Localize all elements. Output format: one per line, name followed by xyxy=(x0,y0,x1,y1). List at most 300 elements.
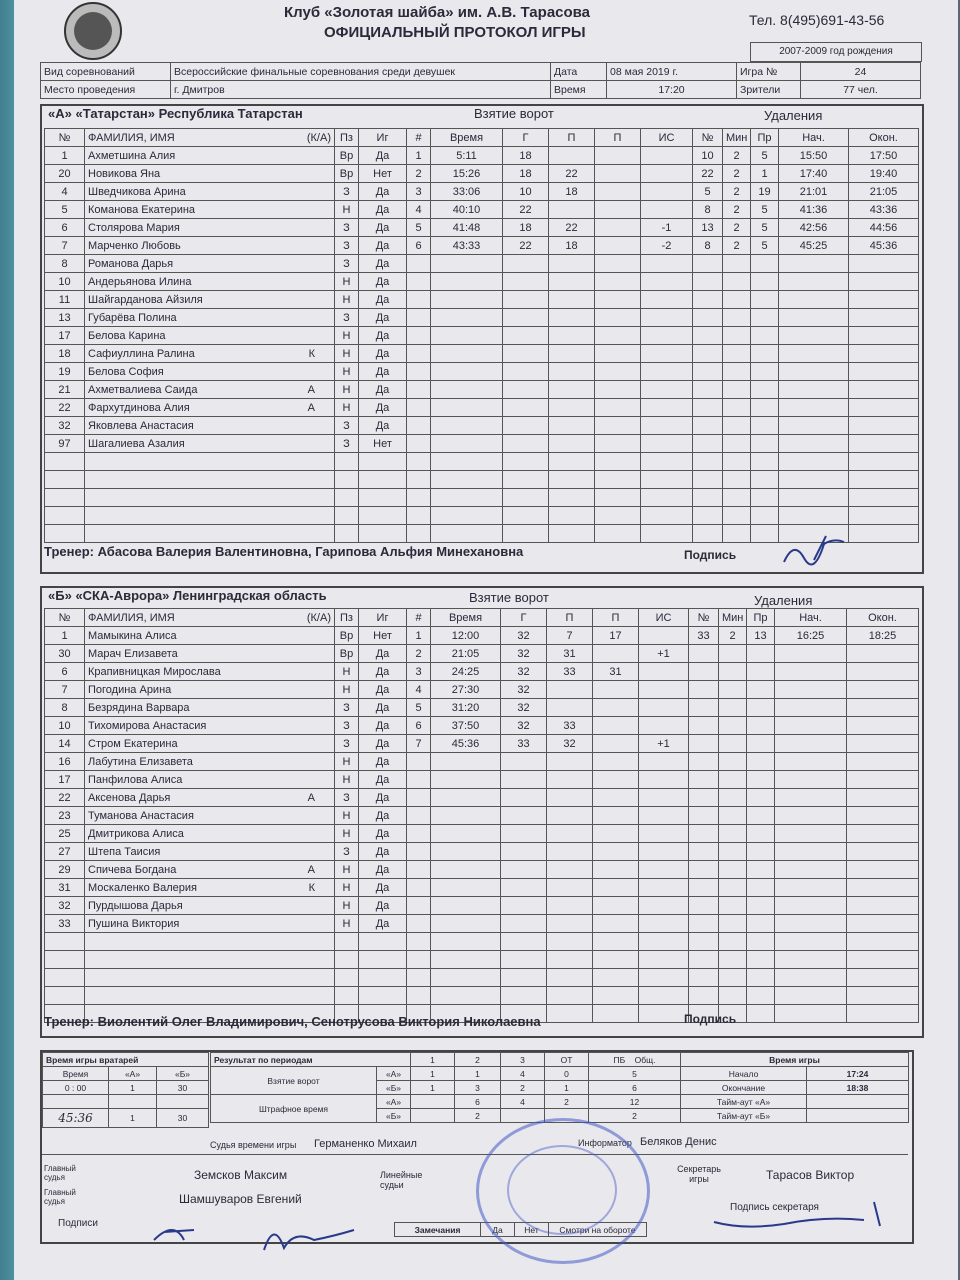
penalty-minutes xyxy=(723,363,751,381)
goal-strength xyxy=(641,399,693,417)
pen-a-ot: 2 xyxy=(545,1095,589,1109)
player-position: Н xyxy=(335,879,359,897)
goal-number xyxy=(407,843,431,861)
gk-title: Время игры вратарей xyxy=(43,1053,209,1067)
goal-assist2 xyxy=(593,789,639,807)
goal-row xyxy=(407,933,689,951)
penalty-minutes xyxy=(723,327,751,345)
col-pen-end: Окон. xyxy=(849,129,919,147)
goal-row xyxy=(407,255,693,273)
roster-row xyxy=(45,969,407,987)
goal-assist xyxy=(549,435,595,453)
penalty-reason xyxy=(747,699,775,717)
time-value: 17:20 xyxy=(607,81,737,99)
goal-time xyxy=(431,933,501,951)
player-name: Марач Елизавета xyxy=(85,645,335,663)
penalty-reason xyxy=(751,363,779,381)
goal-assist xyxy=(549,201,595,219)
roster-row xyxy=(45,717,407,735)
player-name: Новикова Яна xyxy=(85,165,335,183)
competition-label: Вид соревнований xyxy=(41,63,171,81)
player-position xyxy=(335,951,359,969)
roster-row xyxy=(45,327,407,345)
penalty-reason xyxy=(747,663,775,681)
penalty-end xyxy=(849,327,919,345)
goals-b-p1: 1 xyxy=(411,1081,455,1095)
player-number: 14 xyxy=(45,735,85,753)
roster-row xyxy=(45,435,407,453)
penalty-player xyxy=(693,255,723,273)
penalty-minutes: 2 xyxy=(719,627,747,645)
penalty-start xyxy=(775,789,847,807)
goal-time: 43:33 xyxy=(431,237,503,255)
goal-number xyxy=(407,381,431,399)
penalty-minutes: 2 xyxy=(723,219,751,237)
goal-number: 1 xyxy=(407,147,431,165)
goal-assist: 18 xyxy=(549,237,595,255)
penalty-row xyxy=(689,735,919,753)
gk-row-a: 1 xyxy=(109,1109,157,1128)
player-name: Губарёва Полина xyxy=(85,309,335,327)
roster-row xyxy=(45,399,407,417)
goal-scorer: 22 xyxy=(503,201,549,219)
goal-number xyxy=(407,453,431,471)
player-number xyxy=(45,489,85,507)
player-played xyxy=(359,525,407,543)
goal-row xyxy=(407,327,693,345)
remarks-no: Нет xyxy=(515,1223,549,1237)
player-position xyxy=(335,933,359,951)
goal-row xyxy=(407,627,689,645)
goal-assist xyxy=(547,879,593,897)
goal-assist2 xyxy=(595,345,641,363)
penalty-reason xyxy=(751,399,779,417)
timeout-b-label: Тайм-аут «Б» xyxy=(681,1109,807,1123)
player-played: Да xyxy=(359,789,407,807)
results-title: Результат по периодам xyxy=(211,1053,411,1067)
goal-assist2 xyxy=(593,753,639,771)
goal-assist: 33 xyxy=(547,663,593,681)
penalty-player: 33 xyxy=(689,627,719,645)
penalty-minutes xyxy=(719,807,747,825)
goal-assist xyxy=(547,1005,593,1023)
goal-number: 4 xyxy=(407,681,431,699)
team-a-sign-label: Подпись xyxy=(684,548,737,562)
penalty-end xyxy=(847,843,919,861)
player-position: Вр xyxy=(335,627,359,645)
captain-marker: А xyxy=(307,791,315,804)
penalty-reason xyxy=(747,861,775,879)
penalty-start xyxy=(779,327,849,345)
goal-assist2 xyxy=(595,417,641,435)
player-played: Да xyxy=(359,861,407,879)
goal-strength xyxy=(641,273,693,291)
remarks-label: Замечания xyxy=(395,1223,481,1237)
goal-strength xyxy=(639,879,689,897)
penalty-minutes xyxy=(719,861,747,879)
goal-time: 33:06 xyxy=(431,183,503,201)
penalty-start xyxy=(775,699,847,717)
col-played: Иг xyxy=(359,609,407,627)
penalty-start xyxy=(775,861,847,879)
player-position: Вр xyxy=(335,645,359,663)
penalty-start xyxy=(779,489,849,507)
penalty-start: 16:25 xyxy=(775,627,847,645)
goal-assist xyxy=(547,807,593,825)
player-number: 18 xyxy=(45,345,85,363)
goal-number xyxy=(407,753,431,771)
player-position: Н xyxy=(335,345,359,363)
col-goal-is: ИС xyxy=(639,609,689,627)
goal-scorer xyxy=(503,345,549,363)
goal-time xyxy=(431,381,503,399)
timeout-a-label: Тайм-аут «А» xyxy=(681,1095,807,1109)
player-position: Н xyxy=(335,663,359,681)
player-position: Н xyxy=(335,897,359,915)
penalty-player xyxy=(689,897,719,915)
player-position: Н xyxy=(335,327,359,345)
player-number xyxy=(45,969,85,987)
goal-scorer xyxy=(501,861,547,879)
team-b-roster xyxy=(44,608,407,1023)
penalty-start xyxy=(775,933,847,951)
penalty-end xyxy=(849,471,919,489)
col-goal-assist: П xyxy=(547,609,593,627)
penalty-start xyxy=(775,915,847,933)
player-number xyxy=(45,951,85,969)
penalty-end xyxy=(847,681,919,699)
goal-strength xyxy=(641,363,693,381)
penalty-row xyxy=(689,699,919,717)
player-played: Да xyxy=(359,681,407,699)
player-played: Да xyxy=(359,735,407,753)
penalty-row xyxy=(693,489,919,507)
col-goal-time: Время xyxy=(431,129,503,147)
penalty-end xyxy=(849,255,919,273)
goal-time: 5:11 xyxy=(431,147,503,165)
roster-row xyxy=(45,147,407,165)
penalty-end xyxy=(847,933,919,951)
goal-number xyxy=(407,969,431,987)
penalty-reason xyxy=(747,825,775,843)
player-played: Да xyxy=(359,663,407,681)
penalty-reason xyxy=(751,309,779,327)
main-ref-label-2: Главный судья xyxy=(44,1188,76,1206)
goal-number xyxy=(407,255,431,273)
goalkeeper-time-table xyxy=(42,1052,209,1128)
player-position: Н xyxy=(335,807,359,825)
team-a-label: «А» xyxy=(377,1095,411,1109)
goal-strength xyxy=(639,789,689,807)
player-played: Да xyxy=(359,645,407,663)
penalty-end xyxy=(849,453,919,471)
goal-strength xyxy=(641,345,693,363)
goal-row xyxy=(407,843,689,861)
penalty-player xyxy=(689,825,719,843)
goal-number xyxy=(407,489,431,507)
player-name: Туманова Анастасия xyxy=(85,807,335,825)
goal-scorer xyxy=(503,399,549,417)
penalty-reason xyxy=(751,489,779,507)
penalty-start xyxy=(775,681,847,699)
col-goal-no: # xyxy=(407,129,431,147)
goal-number: 4 xyxy=(407,201,431,219)
penalty-player xyxy=(693,507,723,525)
team-a-label: «А» xyxy=(377,1067,411,1081)
player-position: З xyxy=(335,255,359,273)
goal-row xyxy=(407,825,689,843)
goal-strength xyxy=(639,951,689,969)
gk-row-time: 45:36 xyxy=(43,1109,109,1128)
penalty-minutes xyxy=(723,417,751,435)
penalty-minutes xyxy=(719,735,747,753)
col-goal-scorer: Г xyxy=(503,129,549,147)
goal-strength xyxy=(641,525,693,543)
player-name: Столярова Мария xyxy=(85,219,335,237)
penalty-minutes xyxy=(723,435,751,453)
penalty-player xyxy=(689,771,719,789)
roster-row xyxy=(45,825,407,843)
penalty-row xyxy=(689,717,919,735)
penalty-player xyxy=(689,735,719,753)
goal-row xyxy=(407,381,693,399)
penalty-minutes xyxy=(719,771,747,789)
goal-time xyxy=(431,915,501,933)
penalty-end xyxy=(847,969,919,987)
penalty-reason: 5 xyxy=(751,237,779,255)
penalty-row xyxy=(689,753,919,771)
goal-row xyxy=(407,663,689,681)
goal-assist2 xyxy=(593,969,639,987)
penalty-reason xyxy=(747,879,775,897)
penalty-player xyxy=(693,489,723,507)
goal-time: 40:10 xyxy=(431,201,503,219)
penalty-minutes xyxy=(719,663,747,681)
penalty-player: 10 xyxy=(693,147,723,165)
player-played: Да xyxy=(359,699,407,717)
penalty-row xyxy=(689,771,919,789)
goal-assist2 xyxy=(595,489,641,507)
penalty-row xyxy=(693,507,919,525)
col-pen-min: Мин xyxy=(719,609,747,627)
goal-assist2 xyxy=(593,879,639,897)
roster-row xyxy=(45,699,407,717)
penalty-player xyxy=(693,453,723,471)
goal-row xyxy=(407,969,689,987)
player-name xyxy=(85,861,335,879)
penalty-reason xyxy=(747,717,775,735)
penalty-start xyxy=(779,417,849,435)
penalty-player: 13 xyxy=(693,219,723,237)
player-name: Стром Екатерина xyxy=(85,735,335,753)
penalty-row xyxy=(693,399,919,417)
player-played: Да xyxy=(359,219,407,237)
team-b-name: «СКА-Аврора» xyxy=(75,588,170,603)
goal-strength: -2 xyxy=(641,237,693,255)
team-a-coach xyxy=(44,544,523,559)
player-name xyxy=(85,399,335,417)
penalty-row xyxy=(693,363,919,381)
team-b-prefix: «Б» xyxy=(48,588,72,603)
penalty-row xyxy=(693,219,919,237)
goal-time xyxy=(431,951,501,969)
goal-strength xyxy=(641,453,693,471)
goal-assist2 xyxy=(595,201,641,219)
goal-strength xyxy=(641,471,693,489)
penalty-start xyxy=(775,663,847,681)
player-name: Шайгарданова Айзиля xyxy=(85,291,335,309)
player-number: 23 xyxy=(45,807,85,825)
goal-scorer xyxy=(503,255,549,273)
penalty-start xyxy=(775,1005,847,1023)
goal-row xyxy=(407,147,693,165)
player-number xyxy=(45,507,85,525)
penalty-reason xyxy=(747,897,775,915)
coach-label: Тренер: xyxy=(44,1014,94,1029)
roster-row xyxy=(45,951,407,969)
player-position: Н xyxy=(335,381,359,399)
penalty-end xyxy=(847,753,919,771)
player-played: Да xyxy=(359,897,407,915)
goal-row xyxy=(407,435,693,453)
penalty-row xyxy=(693,381,919,399)
penalty-player xyxy=(689,969,719,987)
col-pen-start: Нач. xyxy=(775,609,847,627)
penalty-start xyxy=(779,345,849,363)
birth-years: 2007-2009 xyxy=(779,46,828,57)
goal-time xyxy=(431,969,501,987)
goal-number xyxy=(407,327,431,345)
col-goal-assist2: П xyxy=(593,609,639,627)
goal-strength xyxy=(639,699,689,717)
player-played: Да xyxy=(359,417,407,435)
roster-row xyxy=(45,417,407,435)
goal-strength xyxy=(641,309,693,327)
goal-row xyxy=(407,345,693,363)
roster-row xyxy=(45,735,407,753)
goal-time xyxy=(431,753,501,771)
player-name: Тихомирова Анастасия xyxy=(85,717,335,735)
col-pen-start: Нач. xyxy=(779,129,849,147)
goal-strength xyxy=(639,771,689,789)
player-number: 16 xyxy=(45,753,85,771)
protocol-sheet xyxy=(14,0,958,1280)
goal-scorer: 32 xyxy=(501,717,547,735)
penalty-row xyxy=(693,165,919,183)
penalty-row xyxy=(689,681,919,699)
player-played: Нет xyxy=(359,435,407,453)
player-number xyxy=(45,933,85,951)
penalty-player xyxy=(693,291,723,309)
penalty-time-label: Штрафное время xyxy=(211,1095,377,1123)
goal-assist xyxy=(547,861,593,879)
penalty-start xyxy=(779,291,849,309)
player-name xyxy=(85,933,335,951)
goal-assist2 xyxy=(593,717,639,735)
goal-time: 12:00 xyxy=(431,627,501,645)
col-goal-scorer: Г xyxy=(501,609,547,627)
penalty-row xyxy=(689,807,919,825)
gk-col-a: «А» xyxy=(109,1067,157,1081)
goal-number xyxy=(407,435,431,453)
goal-time xyxy=(431,309,503,327)
goal-assist2 xyxy=(593,735,639,753)
goals-b-ot: 1 xyxy=(545,1081,589,1095)
goal-strength xyxy=(641,435,693,453)
player-played: Да xyxy=(359,255,407,273)
goal-assist2 xyxy=(595,147,641,165)
col-pen-no: № xyxy=(689,609,719,627)
player-played xyxy=(359,489,407,507)
goals-a-p2: 1 xyxy=(455,1067,501,1081)
goal-assist2 xyxy=(595,327,641,345)
player-name-text: Аксенова Дарья xyxy=(88,791,171,804)
penalty-reason xyxy=(747,951,775,969)
main-ref-label: Главный судья xyxy=(44,1164,76,1182)
player-name: Андерьянова Илина xyxy=(85,273,335,291)
penalty-minutes xyxy=(719,987,747,1005)
remarks-see-reverse: Смотри на обороте xyxy=(549,1223,647,1237)
penalty-minutes xyxy=(723,507,751,525)
roster-row xyxy=(45,309,407,327)
goal-row xyxy=(407,399,693,417)
player-name: Штепа Таисия xyxy=(85,843,335,861)
secretary-label: Секретарь игры xyxy=(677,1164,721,1184)
col-pos: Пз xyxy=(335,129,359,147)
penalty-end xyxy=(847,717,919,735)
roster-row xyxy=(45,915,407,933)
game-label: Игра № xyxy=(737,63,801,81)
penalty-end xyxy=(847,915,919,933)
team-a-penalties-title: Удаления xyxy=(764,108,823,123)
team-a-penalties xyxy=(692,128,919,543)
player-position: З xyxy=(335,183,359,201)
player-number: 20 xyxy=(45,165,85,183)
goal-assist2 xyxy=(593,915,639,933)
goal-scorer xyxy=(503,417,549,435)
goal-time xyxy=(431,363,503,381)
roster-row xyxy=(45,897,407,915)
penalty-reason xyxy=(747,807,775,825)
team-b-coach xyxy=(44,1014,541,1029)
pen-a-p1 xyxy=(411,1095,455,1109)
goal-scorer xyxy=(503,363,549,381)
player-number xyxy=(45,525,85,543)
goal-assist2 xyxy=(593,861,639,879)
player-number: 30 xyxy=(45,645,85,663)
penalty-player xyxy=(689,933,719,951)
col-pen-reason: Пр xyxy=(751,129,779,147)
goals-a-ot: 0 xyxy=(545,1067,589,1081)
goal-assist xyxy=(549,507,595,525)
penalty-reason xyxy=(751,327,779,345)
player-name: Марченко Любовь xyxy=(85,237,335,255)
goal-row xyxy=(407,237,693,255)
goal-assist2 xyxy=(593,825,639,843)
penalty-row xyxy=(693,453,919,471)
pen-b-p1 xyxy=(411,1109,455,1123)
goals-a-p3: 4 xyxy=(501,1067,545,1081)
goal-time: 37:50 xyxy=(431,717,501,735)
penalty-minutes xyxy=(723,453,751,471)
goal-number: 7 xyxy=(407,735,431,753)
penalty-minutes xyxy=(723,309,751,327)
penalty-reason xyxy=(747,843,775,861)
goal-row xyxy=(407,417,693,435)
phone-number: Тел. 8(495)691-43-56 xyxy=(749,12,885,28)
penalty-row xyxy=(693,417,919,435)
goal-time xyxy=(431,417,503,435)
